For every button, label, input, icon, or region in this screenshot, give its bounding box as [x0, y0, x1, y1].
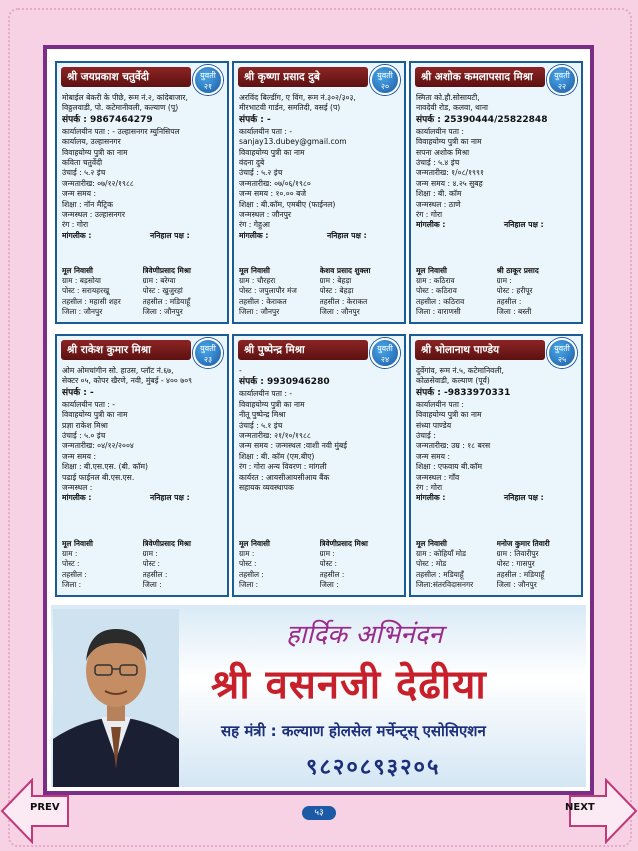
- honoree-designation: सह मंत्री : कल्याण होलसेल मर्चेन्ट्स् एसोसिएशन: [221, 722, 486, 740]
- table-row: [62, 297, 223, 307]
- table-header-cell: त्रिवेणीप्रसाद मिश्रा: [142, 265, 191, 275]
- table-cell: ग्राम :: [142, 549, 158, 559]
- detail-line: विवाहयोग्य पुत्री का नाम: [416, 410, 482, 420]
- badge-label: युवती: [200, 344, 216, 353]
- detail-line: रंग : गोरा: [62, 220, 89, 230]
- table-cell: तहसील :: [496, 296, 522, 306]
- table-cell: तहसील :: [239, 569, 264, 579]
- badge-label: युवती: [554, 344, 570, 353]
- detail-line: विवाहयोग्य पुत्री का नाम: [239, 147, 305, 157]
- profile-card: [232, 334, 406, 597]
- badge-icon: [547, 338, 577, 368]
- table-cell: ग्राम :: [319, 549, 335, 559]
- table-row: [239, 549, 400, 559]
- badge-number: २२: [557, 82, 567, 91]
- prev-label: PREV: [30, 802, 60, 813]
- native-place-grid: [239, 539, 400, 590]
- profile-card: [409, 61, 583, 324]
- badge-label: युवती: [377, 71, 393, 80]
- detail-line: जन्मस्थल : उल्हासनगर: [62, 210, 125, 220]
- detail-line: रंग : गोरा अन्य विवरण : मांगली: [239, 462, 327, 472]
- badge-number: २५: [557, 355, 567, 364]
- table-row: [416, 570, 577, 580]
- profile-details: [62, 366, 223, 504]
- profile-details: [239, 93, 400, 241]
- contact-number: संपर्क : -: [62, 387, 94, 398]
- manglik-label: मांगलीक :: [62, 230, 92, 240]
- table-row: [239, 297, 400, 307]
- detail-line: जन्म समय :: [62, 189, 97, 199]
- badge-label: युवती: [377, 344, 393, 353]
- table-header-row: [239, 539, 400, 549]
- badge-number: २३: [203, 355, 213, 364]
- table-row: [416, 307, 577, 317]
- detail-line: जन्म समय : ४.२५ सुबह: [416, 178, 483, 188]
- table-row: [62, 276, 223, 286]
- table-cell: ग्राम : बेहड़ा: [319, 276, 352, 286]
- badge-number: २४: [380, 355, 390, 364]
- table-header-cell: श्री ठाकूर प्रसाद: [496, 265, 539, 275]
- father-name: श्री कृष्णा प्रसाद दुबे: [238, 67, 368, 87]
- native-place-table: [239, 266, 400, 317]
- maternal-label: ननिहाल पक्ष :: [504, 493, 544, 503]
- address-line: मीरभाटवी गार्डन, समतिदी, वसई (प): [239, 103, 341, 113]
- next-button[interactable]: [565, 778, 638, 844]
- profile-card: [232, 61, 406, 324]
- table-cell: तहसील : केराकत: [319, 296, 368, 306]
- table-cell: पोस्ट :: [239, 559, 257, 569]
- address-line: कोळसेवाडी, कल्याण (पूर्व): [416, 376, 490, 386]
- manglik-label: मांगलीक :: [416, 220, 446, 230]
- address-line: स्मिता को.हौ.सोसायटी,: [416, 93, 480, 102]
- table-header-cell: मूल निवासी: [62, 265, 93, 275]
- table-cell: जिला:संतरविदासनगर: [416, 579, 474, 589]
- table-cell: जिला :: [62, 579, 82, 589]
- person-photo: [53, 609, 179, 787]
- detail-line: कार्यालय, उल्हासनगर: [62, 137, 121, 147]
- detail-line: जन्म समय :: [62, 451, 97, 461]
- table-cell: जिला : वाराणसी: [416, 306, 461, 316]
- address-line: विठ्ठलवाडी, पो. कटेमानीवली, कल्याण (पू): [62, 103, 179, 113]
- table-row: [239, 559, 400, 569]
- badge-number: २१: [203, 82, 213, 91]
- detail-line: उंचाई : ५.२ इंच: [62, 168, 106, 178]
- detail-line: प्रज्ञा राकेश मिश्रा: [62, 420, 108, 430]
- detail-line: रंग : गेहुआ: [239, 220, 270, 230]
- detail-line: जन्मस्थल :: [62, 483, 93, 493]
- detail-line: कार्यालयीन पता : -: [239, 126, 293, 136]
- table-cell: पोस्ट : हरीपूर: [496, 286, 533, 296]
- table-header-cell: मूल निवासी: [239, 538, 270, 548]
- table-cell: तहसील : केराकत: [239, 296, 287, 306]
- detail-line: नीतू पुष्पेन्द्र मिश्रा: [239, 410, 286, 420]
- page-number: ५३: [302, 806, 336, 820]
- detail-line: उंचाई : ५.२ इंच: [239, 168, 283, 178]
- address-line: अरविंद बिल्डींग, ए विंग, रूम नं.३०२/३०३,: [239, 93, 356, 102]
- badge-number: २०: [380, 82, 390, 91]
- detail-line: रंग : गोरा: [416, 210, 443, 220]
- detail-line: विवाहयोग्य पुत्री का नाम: [239, 399, 305, 409]
- table-row: [239, 307, 400, 317]
- detail-line: कविता चतुर्वेदी: [62, 158, 103, 168]
- address-line: नावदेवी रोड, कलवा, थाना: [416, 103, 488, 113]
- table-cell: तहसील :: [319, 569, 345, 579]
- table-cell: ग्राम :: [239, 549, 255, 559]
- native-place-table: [416, 539, 577, 590]
- table-cell: ग्राम : कठिराव: [416, 276, 455, 286]
- detail-line: उंचाई : ५.४ इंच: [416, 158, 460, 168]
- detail-line: जन्म समय : जन्मस्थल :वाशी नवी मुंबई: [239, 441, 347, 451]
- table-cell: ग्राम : बरेग्वा: [142, 276, 176, 286]
- table-cell: जिला : बस्ती: [496, 306, 532, 316]
- table-cell: पोस्ट : सरायहरखू: [62, 286, 110, 296]
- profile-details: [62, 93, 223, 241]
- manglik-row: [62, 231, 223, 241]
- detail-line: शिक्षा : बी.कॉम, एमबीए (फाईनल): [239, 199, 336, 209]
- table-cell: पोस्ट :: [62, 559, 80, 569]
- native-place-table: [62, 539, 223, 590]
- detail-line: जन्मतारीख: ०७/०६/१९८०: [239, 178, 311, 188]
- table-cell: जिला : जौनपुर: [319, 306, 360, 316]
- table-header-cell: मूल निवासी: [62, 538, 93, 548]
- address-line: -: [239, 366, 242, 375]
- badge-icon: [193, 65, 223, 95]
- maternal-label: ननिहाल पक्ष :: [504, 220, 544, 230]
- maternal-label: ननिहाल पक्ष :: [150, 230, 190, 240]
- profile-card: [55, 334, 229, 597]
- table-header-row: [62, 539, 223, 549]
- table-header-cell: मूल निवासी: [239, 265, 270, 275]
- table-cell: पोस्ट : कठिराव: [416, 286, 457, 296]
- table-row: [62, 559, 223, 569]
- table-header-row: [62, 266, 223, 276]
- detail-line: शिक्षा : बी.एस.एस. (बी. कॉम): [62, 462, 148, 472]
- table-cell: तहसील : मडियाहूँ: [142, 296, 191, 306]
- table-row: [416, 580, 577, 590]
- address-line: ओम ओमचांगीन सो. हाउस, प्लॉट नं.६७,: [62, 366, 174, 375]
- honoree-phone: ९८२०८९३२०५: [306, 755, 441, 780]
- table-row: [239, 286, 400, 296]
- detail-line: सहायक व्यवस्थापक: [239, 483, 294, 493]
- manglik-label: मांगलीक :: [62, 493, 92, 503]
- table-cell: पोस्ट : गासपुर: [496, 559, 535, 569]
- profile-details: [416, 93, 577, 231]
- detail-line: कार्यालयीन पता :: [416, 399, 464, 409]
- detail-line: शिक्षा : बी. कॉम: [416, 189, 462, 199]
- detail-line: जन्मतारीख: २१/१०/१९८८: [239, 431, 311, 441]
- detail-line: शिक्षा : बी. कॉम (एम.बीए): [239, 451, 315, 461]
- table-cell: जिला : जौनपुर: [142, 306, 183, 316]
- table-cell: पोस्ट : जपुलापौर मंज: [239, 286, 297, 296]
- table-cell: जिला : जौनपुर: [62, 306, 103, 316]
- table-header-cell: मूल निवासी: [416, 265, 447, 275]
- detail-line: विवाहयोग्य पुत्री का नाम: [416, 137, 482, 147]
- native-place-table: [416, 266, 577, 317]
- table-cell: तहसील : मडियाहूँ: [496, 569, 545, 579]
- table-cell: जिला : जौनपुर: [496, 579, 537, 589]
- table-cell: ग्राम : तिवारीपुर: [496, 549, 539, 559]
- table-header-row: [416, 266, 577, 276]
- table-row: [416, 559, 577, 569]
- table-row: [239, 570, 400, 580]
- contact-number: संपर्क : 25390444/25822848: [416, 114, 548, 125]
- table-cell: जिला :: [239, 579, 259, 589]
- detail-line: कार्यालयीन पता : - उल्हासनगर म्युनिसिपल: [62, 126, 180, 136]
- detail-line: संध्या पाण्डेय: [416, 420, 452, 430]
- table-cell: तहसील : कठिराव: [416, 296, 465, 306]
- manglik-label: मांगलीक :: [239, 230, 269, 240]
- detail-line: उंचाई : ५.१ इंच: [239, 420, 283, 430]
- profile-card: [55, 61, 229, 324]
- table-cell: जिला :: [142, 579, 162, 589]
- badge-icon: [370, 338, 400, 368]
- detail-line: sanjay13.dubey@gmail.com: [239, 137, 347, 147]
- detail-line: जन्मतारीख: १/०८/१९९१: [416, 168, 484, 178]
- table-row: [239, 580, 400, 590]
- table-header-row: [416, 539, 577, 549]
- table-header-cell: मूल निवासी: [416, 538, 447, 548]
- detail-line: शिक्षा : नॉन मैट्रिक: [62, 199, 113, 209]
- detail-line: कार्यालयीन पता : -: [239, 389, 293, 399]
- detail-line: उंचाई :: [416, 431, 436, 441]
- detail-line: शिक्षा : एफवाय बी.कॉम: [416, 462, 483, 472]
- profile-card: [409, 334, 583, 597]
- table-header-cell: त्रिवेणीप्रसाद मिश्रा: [319, 538, 368, 548]
- table-header-cell: त्रिवेणीप्रसाद मिश्रा: [142, 538, 191, 548]
- detail-line: सपना अशोक मिश्रा: [416, 147, 470, 157]
- greeting-text: हार्दिक अभिनंदन: [286, 620, 443, 650]
- table-cell: ग्राम :: [496, 276, 512, 286]
- detail-line: कार्यालयीन पता : -: [62, 399, 116, 409]
- detail-line: विवाहयोग्य पुत्री का नाम: [62, 147, 128, 157]
- native-place-grid: [239, 266, 400, 317]
- father-name: श्री अशोक कमलापसाद मिश्रा: [415, 67, 545, 87]
- father-name: श्री जयप्रकाश चतुर्वेदी: [61, 67, 191, 87]
- native-place-grid: [416, 539, 577, 590]
- manglik-label: मांगलीक :: [416, 493, 446, 503]
- table-cell: ग्राम : चौरहरा: [239, 276, 276, 286]
- table-cell: तहसील :: [62, 569, 87, 579]
- profile-grid: [51, 53, 586, 603]
- address-line: दुर्वेगांव, रूम नं.५, कटेमानिवली,: [416, 366, 504, 375]
- contact-number: संपर्क : 9867464279: [62, 114, 153, 125]
- detail-line: रंग : गोरा: [416, 483, 443, 493]
- table-cell: तहसील : महासी शहर: [62, 296, 121, 306]
- table-cell: तहसील : मडियाहूँ: [416, 569, 464, 579]
- contact-number: संपर्क : -9833970331: [416, 387, 511, 398]
- manglik-row: [62, 493, 223, 503]
- badge-icon: [370, 65, 400, 95]
- table-row: [62, 286, 223, 296]
- maternal-label: ननिहाल पक्ष :: [327, 230, 367, 240]
- table-header-cell: केशव प्रसाद शुक्ला: [319, 265, 371, 275]
- table-row: [62, 580, 223, 590]
- table-cell: पोस्ट :: [142, 559, 161, 569]
- table-header-cell: मनोज कुमार तिवारी: [496, 538, 550, 548]
- table-row: [62, 570, 223, 580]
- detail-line: पढाई फाईनल बी.एस.एस.: [62, 472, 135, 482]
- content-sheet: [43, 45, 594, 795]
- badge-icon: [193, 338, 223, 368]
- detail-line: जन्मतारीख: ०७/१२/१९८८: [62, 178, 134, 188]
- badge-label: युवती: [554, 71, 570, 80]
- address-line: सेक्टर ०५, कोपर खैरणे, नवी, मुंबई - ४०० ७०९: [62, 376, 193, 386]
- father-name: श्री राकेश कुमार मिश्रा: [61, 340, 191, 360]
- table-row: [416, 276, 577, 286]
- father-name: श्री पुष्पेन्द्र मिश्रा: [238, 340, 368, 360]
- table-cell: जिला : जौनपुर: [239, 306, 280, 316]
- honoree-name: श्री वसनजी देढीया: [211, 662, 487, 708]
- detail-line: जन्मस्थल : गाँव: [416, 472, 460, 482]
- contact-number: संपर्क : 9930946280: [239, 377, 330, 388]
- native-place-table: [239, 539, 400, 590]
- profile-details: [239, 366, 400, 493]
- table-cell: पोस्ट : खुजुरहां: [142, 286, 183, 296]
- table-row: [239, 276, 400, 286]
- table-header-row: [239, 266, 400, 276]
- detail-line: जन्म समय : १०.०० बजे: [239, 189, 307, 199]
- native-place-grid: [416, 266, 577, 317]
- detail-line: जन्मस्थल : जौनपुर: [239, 210, 292, 220]
- address-line: मोबाईल बेकरी के पीछे, रूम नं.२, कांदेबाजार,: [62, 93, 188, 102]
- father-name: श्री भोलानाथ पाण्डेय: [415, 340, 545, 360]
- table-row: [62, 549, 223, 559]
- profile-details: [416, 366, 577, 504]
- detail-line: जन्मस्थल : ठाणे: [416, 199, 461, 209]
- detail-line: विवाहयोग्य पुत्री का नाम: [62, 410, 128, 420]
- native-place-grid: [62, 539, 223, 590]
- congratulation-banner: [51, 605, 586, 787]
- detail-line: जन्मतारीख: ०४/१२/२००४: [62, 441, 134, 451]
- table-row: [416, 549, 577, 559]
- manglik-row: [239, 231, 400, 241]
- detail-line: उंचाई : ५.० इंच: [62, 431, 106, 441]
- manglik-row: [416, 493, 577, 503]
- native-place-table: [62, 266, 223, 317]
- table-cell: पोस्ट :: [319, 559, 338, 569]
- table-cell: पोस्ट : बेहड़ा: [319, 286, 354, 296]
- table-row: [62, 307, 223, 317]
- detail-line: कार्यालयीन पता :: [416, 126, 464, 136]
- badge-icon: [547, 65, 577, 95]
- contact-number: संपर्क : -: [239, 114, 271, 125]
- prev-button[interactable]: [0, 778, 70, 844]
- table-cell: ग्राम :: [62, 549, 78, 559]
- table-cell: जिला :: [319, 579, 339, 589]
- detail-line: जन्मतारीख: उम्र : १८ बरस: [416, 441, 491, 451]
- table-cell: ग्राम : बड़सोया: [62, 276, 101, 286]
- table-cell: तहसील :: [142, 569, 168, 579]
- detail-line: जन्म समय :: [416, 451, 451, 461]
- table-cell: पोस्ट : मोड: [416, 559, 447, 569]
- badge-label: युवती: [200, 71, 216, 80]
- detail-line: कार्यरत : आयसीआयसीआय बैंक: [239, 472, 330, 482]
- table-row: [416, 286, 577, 296]
- maternal-label: ननिहाल पक्ष :: [150, 493, 190, 503]
- next-label: NEXT: [565, 802, 595, 813]
- manglik-row: [416, 220, 577, 230]
- table-cell: ग्राम : कोहियाँ मोड: [416, 549, 466, 559]
- native-place-grid: [62, 266, 223, 317]
- detail-line: वंदना दुबे: [239, 158, 265, 168]
- table-row: [416, 297, 577, 307]
